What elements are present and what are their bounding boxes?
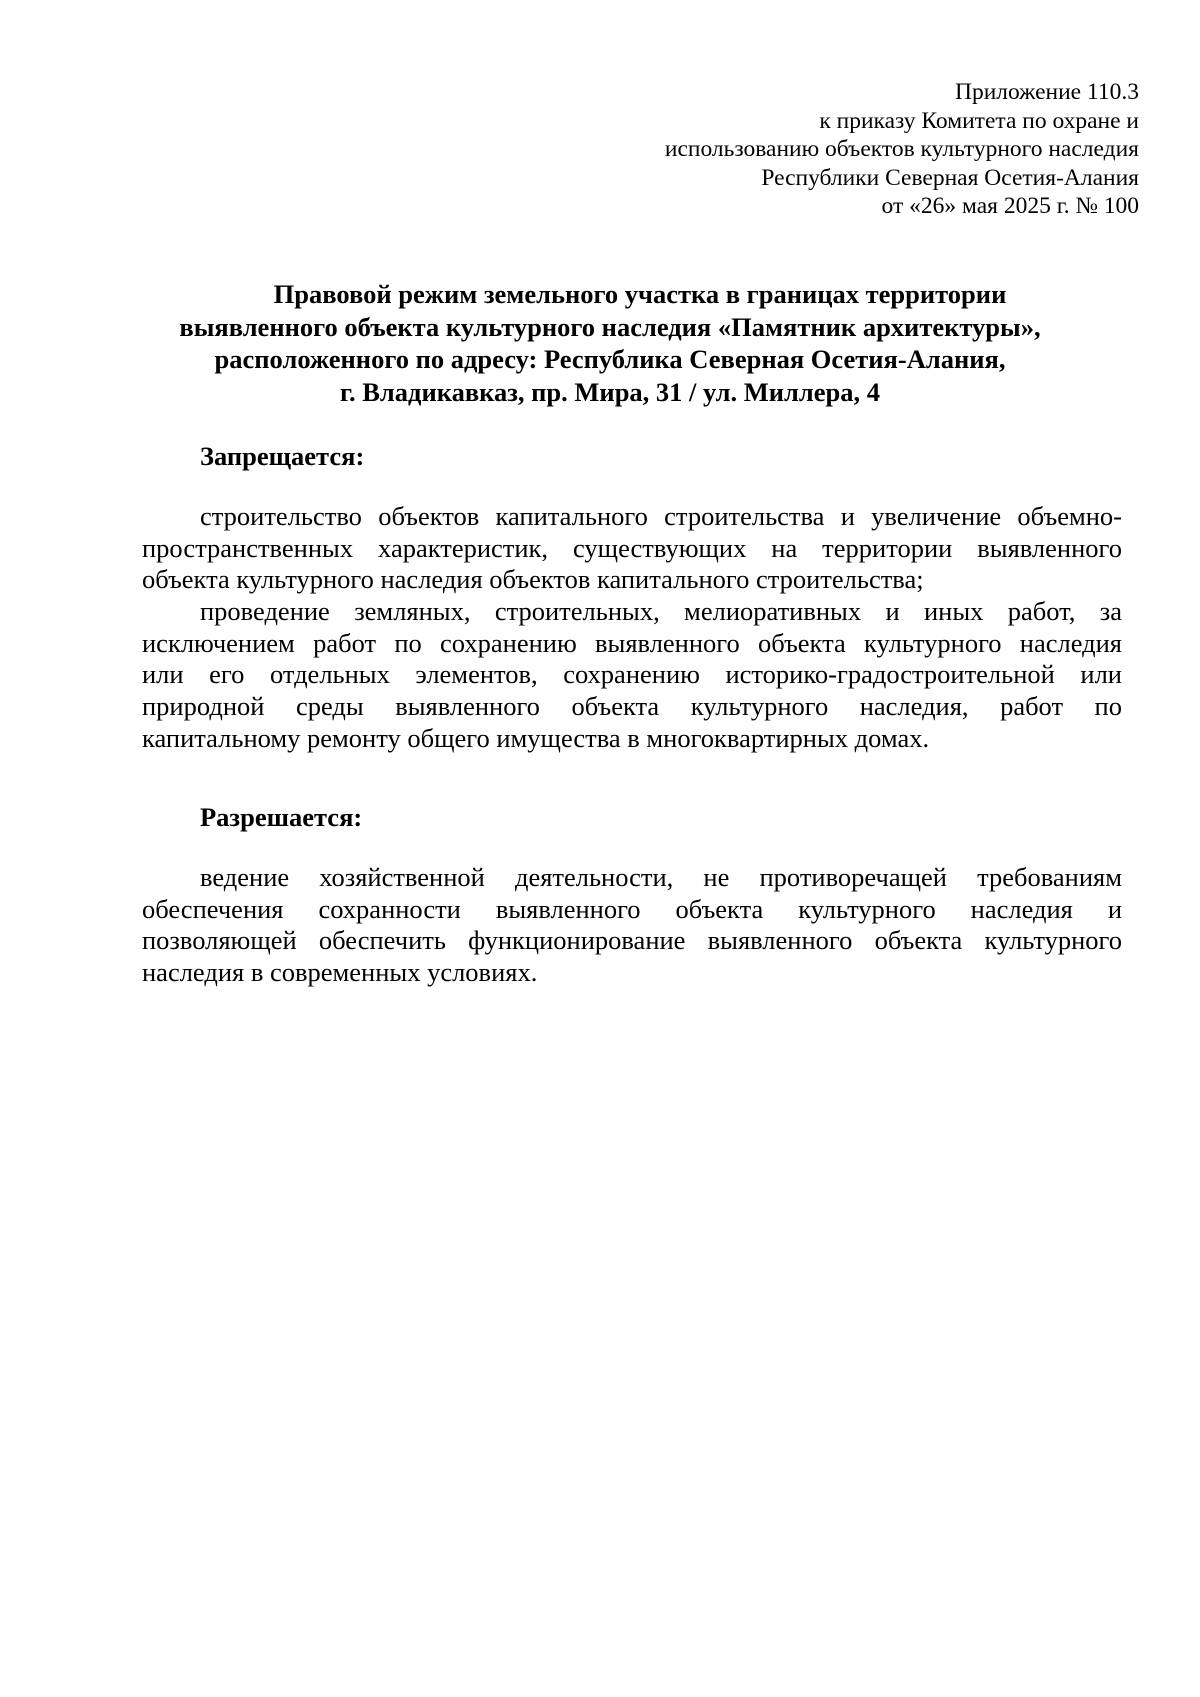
text-line: исключением работ по сохранению выявленного объекта культурного наследия: [142, 627, 1122, 658]
permitted-heading: Разрешается:: [200, 802, 363, 832]
appendix-republic: Республики Северная Осетия-Алания: [761, 164, 1139, 191]
prohibited-heading: Запрещается:: [200, 441, 365, 471]
appendix-order-ref: к приказу Комитета по охране и: [819, 107, 1139, 134]
text-line: природной среды выявленного объекта культурного наследия, работ по: [142, 691, 1122, 722]
text-line: ведение хозяйственной деятельности, не противоречащей требованиям: [200, 862, 1122, 892]
title-line: г. Владикавказ, пр. Мира, 31 / ул. Миллера, 4: [339, 376, 881, 407]
text-line: проведение земляных, строительных, мелиоративных и иных работ, за: [200, 596, 1122, 626]
text-line: строительство объектов капитального строительства и увеличение объемно-: [200, 501, 1122, 531]
appendix-header: [439, 78, 1139, 221]
text-line: объекта культурного наследия объектов капитального строительства;: [142, 564, 924, 595]
text-line: наследия в современных условиях.: [142, 957, 538, 988]
appendix-date: от «26» мая 2025 г. № 100: [881, 193, 1139, 220]
appendix-committee: использованию объектов культурного наследия: [664, 136, 1139, 163]
document-title: [140, 278, 1080, 408]
text-line: обеспечения сохранности выявленного объекта культурного наследия и: [142, 893, 1122, 924]
appendix-number: Приложение 110.3: [954, 79, 1139, 105]
text-line: капитальному ремонту общего имущества в многоквартирных домах.: [142, 722, 930, 753]
prohibited-paragraph-2: [142, 596, 1122, 754]
title-line: выявленного объекта культурного наследия «Памятник архитектуры»,: [179, 311, 1041, 342]
text-line: или его отдельных элементов, сохранению историко-градостроительной или: [142, 659, 1122, 690]
prohibited-paragraph-1: [142, 501, 1122, 596]
text-line: пространственных характеристик, существующих на территории выявленного: [142, 532, 1122, 563]
title-line: расположенного по адресу: Республика Северная Осетия-Алания,: [214, 344, 1006, 374]
text-line: позволяющей обеспечить функционирование выявленного объекта культурного: [142, 925, 1122, 956]
title-line: Правовой режим земельного участка в границах территории: [273, 279, 1007, 309]
permitted-paragraph-1: [142, 862, 1122, 989]
